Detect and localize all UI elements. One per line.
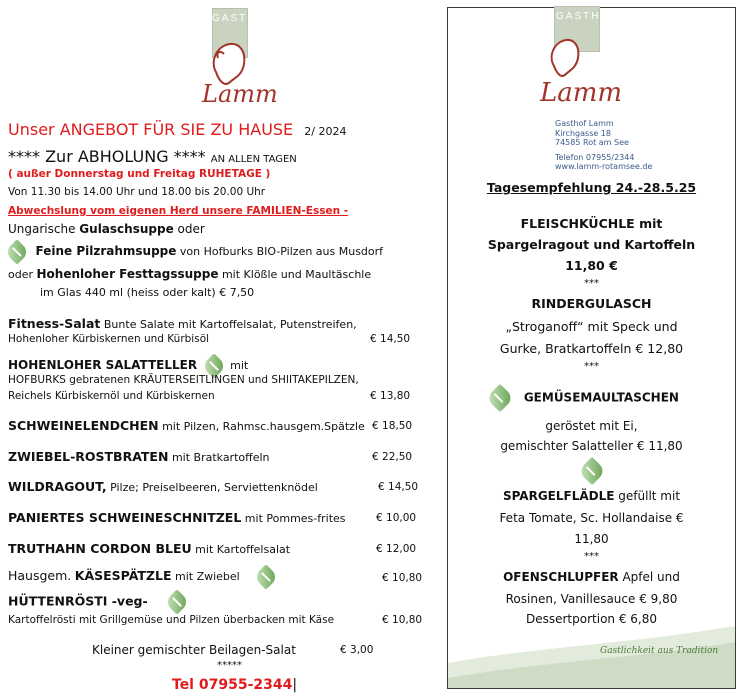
dish-2-line3: Gurke, Bratkartoffeln € 12,80: [499, 341, 684, 356]
menu-item-desc: Reichels Kürbiskernöl und Kürbiskernen: [8, 390, 215, 402]
leaf-row: [448, 460, 735, 481]
stars-separator: *****: [217, 660, 242, 671]
logo-lamm-text: Lamm: [540, 78, 623, 108]
logo-left: [190, 8, 278, 108]
menu-item-price: € 10,80: [382, 614, 423, 626]
soups-line4: im Glas 440 ml (heiss oder kalt) € 7,50: [40, 286, 255, 299]
separator: ***: [584, 551, 599, 562]
dish-5-line3: Dessertportion € 6,80: [525, 612, 657, 626]
closed-days: ( außer Donnerstag und Freitag RUHETAGE ): [8, 168, 271, 180]
logo-gasthof-text: GASTHOF: [556, 11, 619, 22]
menu-item-rostbraten: ZWIEBEL-ROSTBRATEN mit Bratkartoffeln: [8, 449, 270, 464]
dish-3-line2: geröstet mit Ei,: [545, 419, 638, 433]
menu-item-price: € 18,50: [372, 420, 413, 432]
address-block: Gasthof Lamm Kirchgasse 18 74585 Rot am See Telefon 07955/2344 www.lamm-rotamsee.de: [555, 119, 653, 171]
logo-lamm-text: Lamm: [202, 80, 278, 108]
lamb-head-icon: [532, 30, 582, 80]
soups-line1: Ungarische Gulaschsuppe oder: [8, 222, 205, 236]
daily-special-panel: [447, 7, 736, 689]
separator: ***: [584, 361, 599, 372]
dish-4-title: SPARGELFLÄDLE gefüllt mit: [502, 489, 681, 503]
menu-item-price: € 12,00: [376, 543, 417, 555]
menu-item-desc: HOFBURKS gebratenen KRÄUTERSEITLINGEN und SHIITAKEPILZEN,: [8, 374, 359, 386]
dish-5-line2: Rosinen, Vanillesauce € 9,80: [505, 592, 678, 606]
side-salad: Kleiner gemischter Beilagen-Salat: [92, 643, 296, 657]
dish-3-title: GEMÜSEMAULTASCHEN: [490, 388, 679, 408]
menu-item-schnitzel: PANIERTES SCHWEINESCHNITZEL mit Pommes-frites: [8, 510, 346, 525]
menu-item-price: € 10,00: [376, 512, 417, 524]
leaf-icon: [4, 239, 29, 264]
separator: ***: [584, 278, 599, 289]
menu-item-kaesespaetzle: Hausgem. KÄSESPÄTZLE mit Zwiebel: [8, 568, 275, 586]
menu-item-desc: Hohenloher Kürbiskernen und Kürbisöl: [8, 333, 210, 345]
menu-item-price: € 10,80: [382, 572, 423, 584]
dish-2-title: RINDERGULASCH: [531, 296, 652, 311]
logo-right: [532, 8, 632, 108]
menu-item-cordon-bleu: TRUTHAHN CORDON BLEU mit Kartoffelsalat: [8, 541, 291, 556]
menu-item-price: € 13,80: [370, 390, 411, 402]
dish-5-title: OFENSCHLUPFER Apfel und: [503, 570, 680, 584]
dish-1-title: FLEISCHKÜCHLE mit: [520, 216, 663, 231]
leaf-icon: [254, 564, 279, 589]
leaf-icon: [486, 384, 514, 412]
offer-headline: Unser ANGEBOT FÜR SIE ZU HAUSE 2/ 2024: [8, 120, 347, 139]
dish-3-line3: gemischter Salatteller € 11,80: [500, 439, 683, 453]
logo-gasthof-text: GASTHOF: [212, 13, 275, 24]
pickup-headline: **** Zur ABHOLUNG **** AN ALLEN TAGEN: [8, 147, 297, 166]
dish-2-line2: „Stroganoff“ mit Speck und: [505, 319, 678, 334]
menu-item-fitness-salat: Fitness-Salat Bunte Salate mit Kartoffelsalat, Putenstreifen,: [8, 316, 357, 331]
menu-item-schweinelendchen: SCHWEINELENDCHEN mit Pilzen, Rahmsc.hausgem.Spätzle: [8, 418, 365, 433]
menu-item-desc: Kartoffelrösti mit Grillgemüse und Pilzen überbacken mit Käse: [8, 614, 335, 626]
side-salad-price: € 3,00: [340, 644, 374, 656]
soups-line3: oder Hohenloher Festtagssuppe mit Klößle und Maultäschle: [8, 267, 372, 281]
opening-hours: Von 11.30 bis 14.00 Uhr und 18.00 bis 20.00 Uhr: [8, 186, 266, 198]
menu-item-wildragout: WILDRAGOUT, Pilze; Preiselbeeren, Serviettenknödel: [8, 479, 318, 494]
footer-tagline: Gastlichkeit aus Tradition: [600, 646, 719, 656]
menu-item-price: € 14,50: [370, 333, 411, 345]
soups-line2: Feine Pilzrahmsuppe von Hofburks BIO-Pilzen aus Musdorf: [8, 243, 383, 261]
leaf-icon: [164, 589, 189, 614]
menu-item-price: € 14,50: [378, 481, 419, 493]
menu-item-huettenroesti: HÜTTENRÖSTI -veg-: [8, 593, 186, 611]
dish-1-line2: Spargelragout und Kartoffeln: [487, 237, 696, 252]
dish-4-line2: Feta Tomate, Sc. Hollandaise €: [499, 511, 684, 525]
dish-4-line3: 11,80: [574, 532, 609, 546]
phone-number[interactable]: Tel 07955-2344|: [172, 677, 298, 693]
dish-1-price: 11,80 €: [565, 258, 618, 273]
daily-special-heading: Tagesempfehlung 24.-28.5.25: [486, 180, 697, 195]
menu-item-salatteller: HOHENLOHER SALATTELLER mit: [8, 357, 248, 375]
menu-item-price: € 22,50: [372, 451, 413, 463]
leaf-icon: [577, 456, 605, 484]
slogan: Abwechslung vom eigenen Herd unsere FAMILIEN-Essen -: [8, 205, 349, 217]
